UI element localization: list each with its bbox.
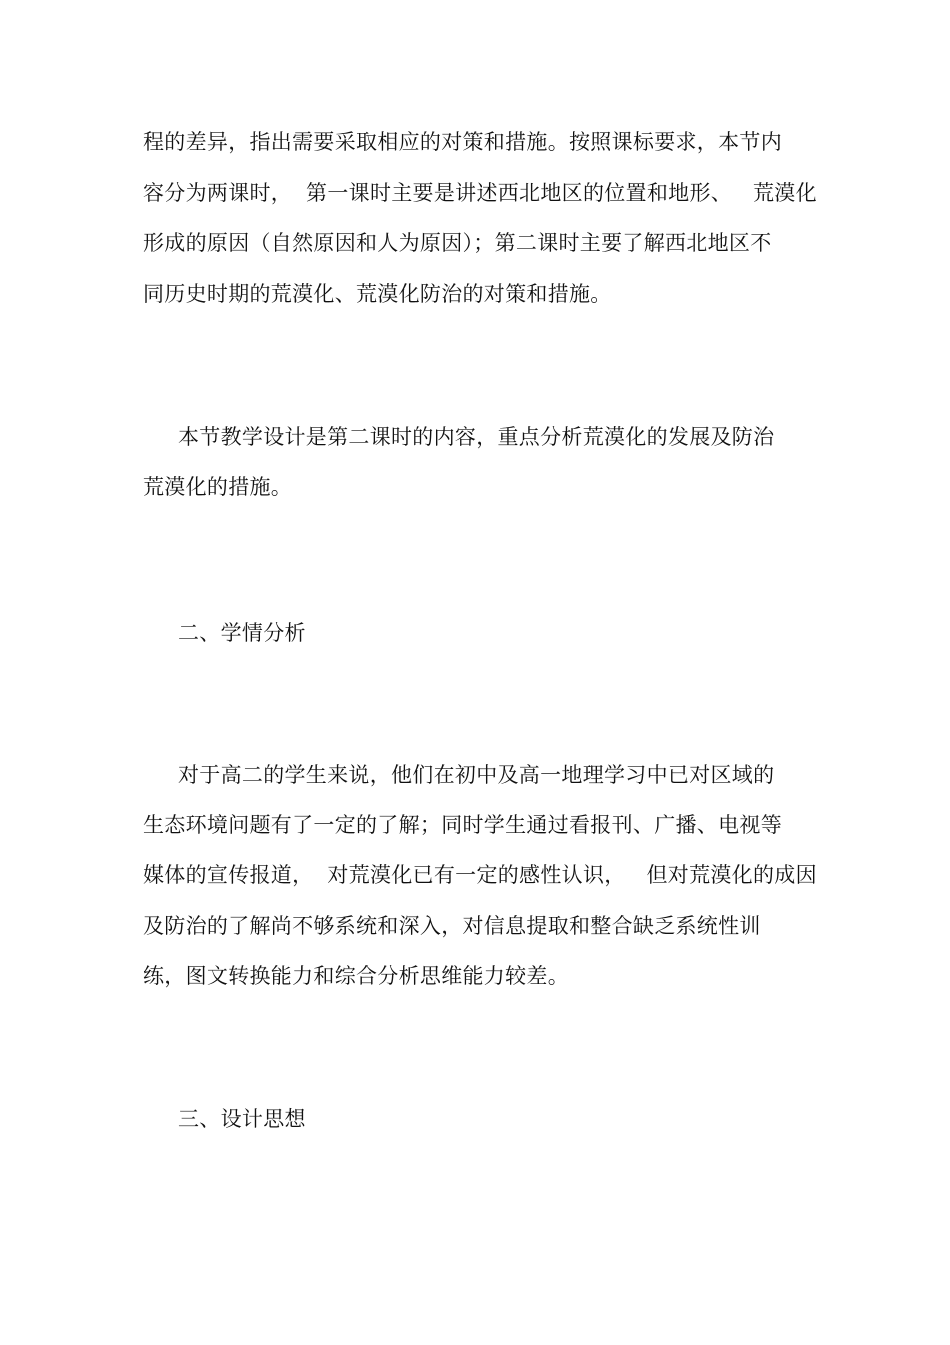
- paragraph-line: 形成的原因（自然原因和人为原因）；第二课时主要了解西北地区不: [143, 231, 772, 255]
- paragraph-line: 同历史时期的荒漠化、荒漠化防治的对策和措施。: [143, 282, 612, 306]
- section-heading: 二、学情分析: [178, 621, 306, 645]
- paragraph-line: 本节教学设计是第二课时的内容，重点分析荒漠化的发展及防治: [178, 425, 775, 449]
- paragraph-line: 媒体的宣传报道， 对荒漠化已有一定的感性认识， 但对荒漠化的成因: [143, 863, 817, 887]
- section-heading: 三、设计思想: [178, 1107, 306, 1131]
- paragraph-line: 生态环境问题有了一定的了解；同时学生通过看报刊、广播、电视等: [143, 813, 782, 837]
- paragraph-line: 对于高二的学生来说，他们在初中及高一地理学习中已对区域的: [178, 763, 775, 787]
- paragraph-line: 练，图文转换能力和综合分析思维能力较差。: [143, 964, 569, 988]
- paragraph-line: 及防治的了解尚不够系统和深入，对信息提取和整合缺乏系统性训: [143, 914, 761, 938]
- paragraph-line: 容分为两课时， 第一课时主要是讲述西北地区的位置和地形、 荒漠化: [143, 181, 817, 205]
- paragraph-line: 程的差异，指出需要采取相应的对策和措施。按照课标要求，本节内: [143, 130, 782, 154]
- paragraph-line: 荒漠化的措施。: [143, 475, 293, 499]
